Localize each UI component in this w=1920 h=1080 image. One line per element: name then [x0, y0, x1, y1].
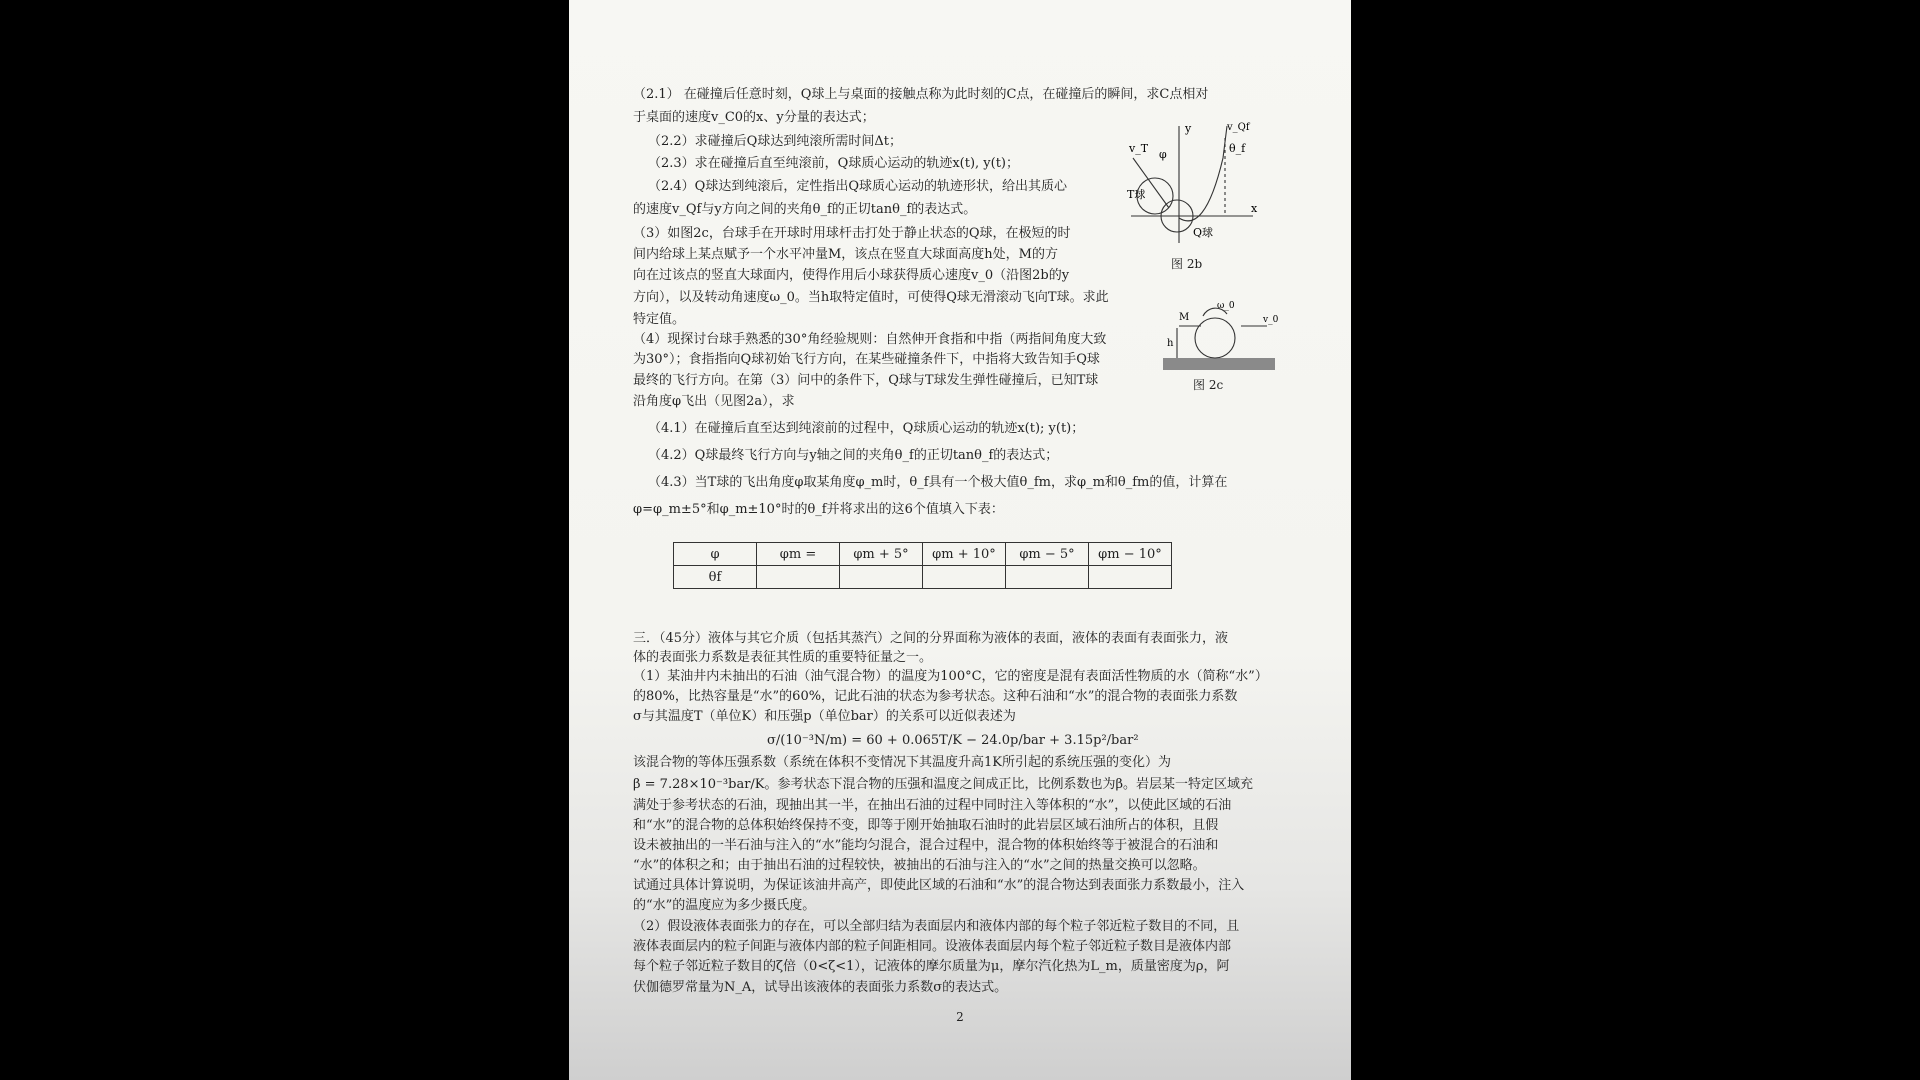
text-line: （1）某油井内未抽出的石油（油气混合物）的温度为100°C，它的密度是混有表面活性物质的水（简称“水”）	[633, 669, 1268, 684]
text-line: 三．（45分）液体与其它介质（包括其蒸汽）之间的分界面称为液体的表面，液体的表面有表面张力，液	[633, 631, 1229, 646]
fig-label: y	[1185, 122, 1192, 135]
text-line: （4.2）Q球最终飞行方向与y轴之间的夹角θ_f的正切tanθ_f的表达式；	[648, 448, 1059, 463]
text-line: 的“水”的温度应为多少摄氏度。	[633, 898, 816, 913]
fig-label: h	[1167, 338, 1174, 349]
text-line: 设未被抽出的一半石油与注入的“水”能均匀混合，混合过程中，混合物的体积始终等于被混合的石油和	[633, 838, 1219, 853]
text-line: （4.3）当T球的飞出角度φ取某角度φ_m时，θ_f具有一个极大值θ_fm，求φ_m和θ_fm的值，计算在	[648, 475, 1228, 490]
fig-label: θ_f	[1229, 142, 1246, 155]
trajectory-curve	[1179, 126, 1227, 221]
fig-label: ω_0	[1217, 301, 1235, 311]
table-cell	[1006, 566, 1089, 589]
fig-label: v_Qf	[1227, 122, 1250, 133]
text-line: 的80%，比热容量是“水”的60%，记此石油的状态为参考状态。这种石油和“水”的混合物的表面张力系数	[633, 689, 1238, 704]
text-line: （3）如图2c，台球手在开球时用球杆击打处于静止状态的Q球，在极短的时	[633, 226, 1071, 241]
table-cell: φ	[674, 543, 757, 566]
figure-2b	[1125, 118, 1265, 248]
theta-table	[673, 542, 1172, 589]
text-line: 每个粒子邻近粒子数目的ζ倍（0<ζ<1），记液体的摩尔质量为μ，摩尔汽化热为L_m，质量密度为ρ，阿	[633, 959, 1230, 974]
fig-label: Q球	[1193, 226, 1214, 239]
equation: σ/(10⁻³N/m) = 60 + 0.065T/K − 24.0p/bar + 3.15p²/bar²	[767, 733, 1139, 748]
text-line: β = 7.28×10⁻³bar/K。参考状态下混合物的压强和温度之间成正比，比例系数也为β。岩层某一特定区域充	[633, 777, 1254, 792]
table-cell: φm − 10°	[1089, 543, 1172, 566]
q-ball	[1195, 318, 1235, 358]
table-row	[674, 566, 1172, 589]
table-row	[674, 543, 1172, 566]
fig-label: M	[1179, 312, 1190, 323]
text-line: 满处于参考状态的石油，现抽出其一半，在抽出石油的过程中同时注入等体积的“水”，以使此区域的石油	[633, 798, 1232, 813]
text-line: （4.1）在碰撞后直至达到纯滚前的过程中，Q球质心运动的轨迹x(t); y(t)；	[648, 421, 1085, 436]
text-line: 试通过具体计算说明，为保证该油井高产，即使此区域的石油和“水”的混合物达到表面张力系数最小，注入	[633, 878, 1245, 893]
text-line: 最终的飞行方向。在第（3）问中的条件下，Q球与T球发生弹性碰撞后，已知T球	[633, 373, 1099, 388]
table-surface	[1163, 358, 1275, 370]
text-line: （2.2）求碰撞后Q球达到纯滚所需时间Δt；	[648, 134, 902, 149]
table-cell	[1089, 566, 1172, 589]
text-line: 间内给球上某点赋予一个水平冲量M，该点在竖直大球面高度h处，M的方	[633, 247, 1058, 262]
page-number: 2	[956, 1010, 964, 1024]
text-line: 和“水”的混合物的总体积始终保持不变，即等于刚开始抽取石油时的此岩层区域石油所占的体积，且假	[633, 818, 1219, 833]
fig-label: φ	[1159, 148, 1167, 161]
text-line: （2）假设液体表面张力的存在，可以全部归结为表面层内和液体内部的每个粒子邻近粒子数目的不同，且	[633, 919, 1240, 934]
figure-2c-caption: 图 2c	[1193, 378, 1224, 392]
table-cell: φm + 10°	[923, 543, 1006, 566]
text-line: 特定值。	[633, 312, 686, 327]
table-cell	[923, 566, 1006, 589]
text-line: 向在过该点的竖直大球面内，使得作用后小球获得质心速度v_0（沿图2b的y	[633, 268, 1070, 283]
text-line: 于桌面的速度v_C0的x、y分量的表达式；	[633, 110, 875, 125]
table-cell	[757, 566, 840, 589]
table-cell: θf	[674, 566, 757, 589]
text-line: 的速度v_Qf与y方向之间的夹角θ_f的正切tanθ_f的表达式。	[633, 202, 977, 217]
figure-2c	[1163, 298, 1281, 374]
fig-label: x	[1251, 202, 1258, 215]
text-line: 方向），以及转动角速度ω_0。当h取特定值时，可使得Q球无滑滚动飞向T球。求此	[633, 290, 1109, 305]
table-cell: φm − 5°	[1006, 543, 1089, 566]
table-cell: φm + 5°	[840, 543, 923, 566]
fig-label: v_0	[1263, 315, 1279, 325]
fig-label: v_T	[1129, 142, 1149, 155]
text-line: （2.3）求在碰撞后直至纯滚前，Q球质心运动的轨迹x(t), y(t)；	[648, 156, 1020, 171]
text-line: 体的表面张力系数是表征其性质的重要特征量之一。	[633, 650, 933, 665]
text-line: φ=φ_m±5°和φ_m±10°时的θ_f并将求出的这6个值填入下表：	[633, 502, 1004, 517]
text-line: 该混合物的等体压强系数（系统在体积不变情况下其温度升高1K所引起的系统压强的变化）为	[633, 755, 1171, 770]
text-line: σ与其温度T（单位K）和压强p（单位bar）的关系可以近似表述为	[633, 709, 1016, 724]
text-line: “水”的体积之和；由于抽出石油的过程较快，被抽出的石油与注入的“水”之间的热量交换可以忽略。	[633, 858, 1206, 873]
text-line: （4）现探讨台球手熟悉的30°角经验规则：自然伸开食指和中指（两指间角度大致	[633, 332, 1107, 347]
table-cell: φm =	[757, 543, 840, 566]
figure-2b-caption: 图 2b	[1171, 257, 1203, 271]
text-line: （2.1） 在碰撞后任意时刻，Q球上与桌面的接触点称为此时刻的C点，在碰撞后的瞬间，求C点相对	[633, 87, 1209, 102]
document-page	[569, 0, 1351, 1080]
text-line: 沿角度φ飞出（见图2a），求	[633, 394, 795, 409]
table-cell	[840, 566, 923, 589]
text-line: （2.4）Q球达到纯滚后，定性指出Q球质心运动的轨迹形状，给出其质心	[648, 179, 1067, 194]
text-line: 为30°）；食指指向Q球初始飞行方向，在某些碰撞条件下，中指将大致告知手Q球	[633, 352, 1100, 367]
text-line: 伏伽德罗常量为N_A，试导出该液体的表面张力系数σ的表达式。	[633, 980, 1008, 995]
fig-label: T球	[1127, 188, 1146, 201]
text-line: 液体表面层内的粒子间距与液体内部的粒子间距相同。设液体表面层内每个粒子邻近粒子数目是液体内部	[633, 939, 1232, 954]
